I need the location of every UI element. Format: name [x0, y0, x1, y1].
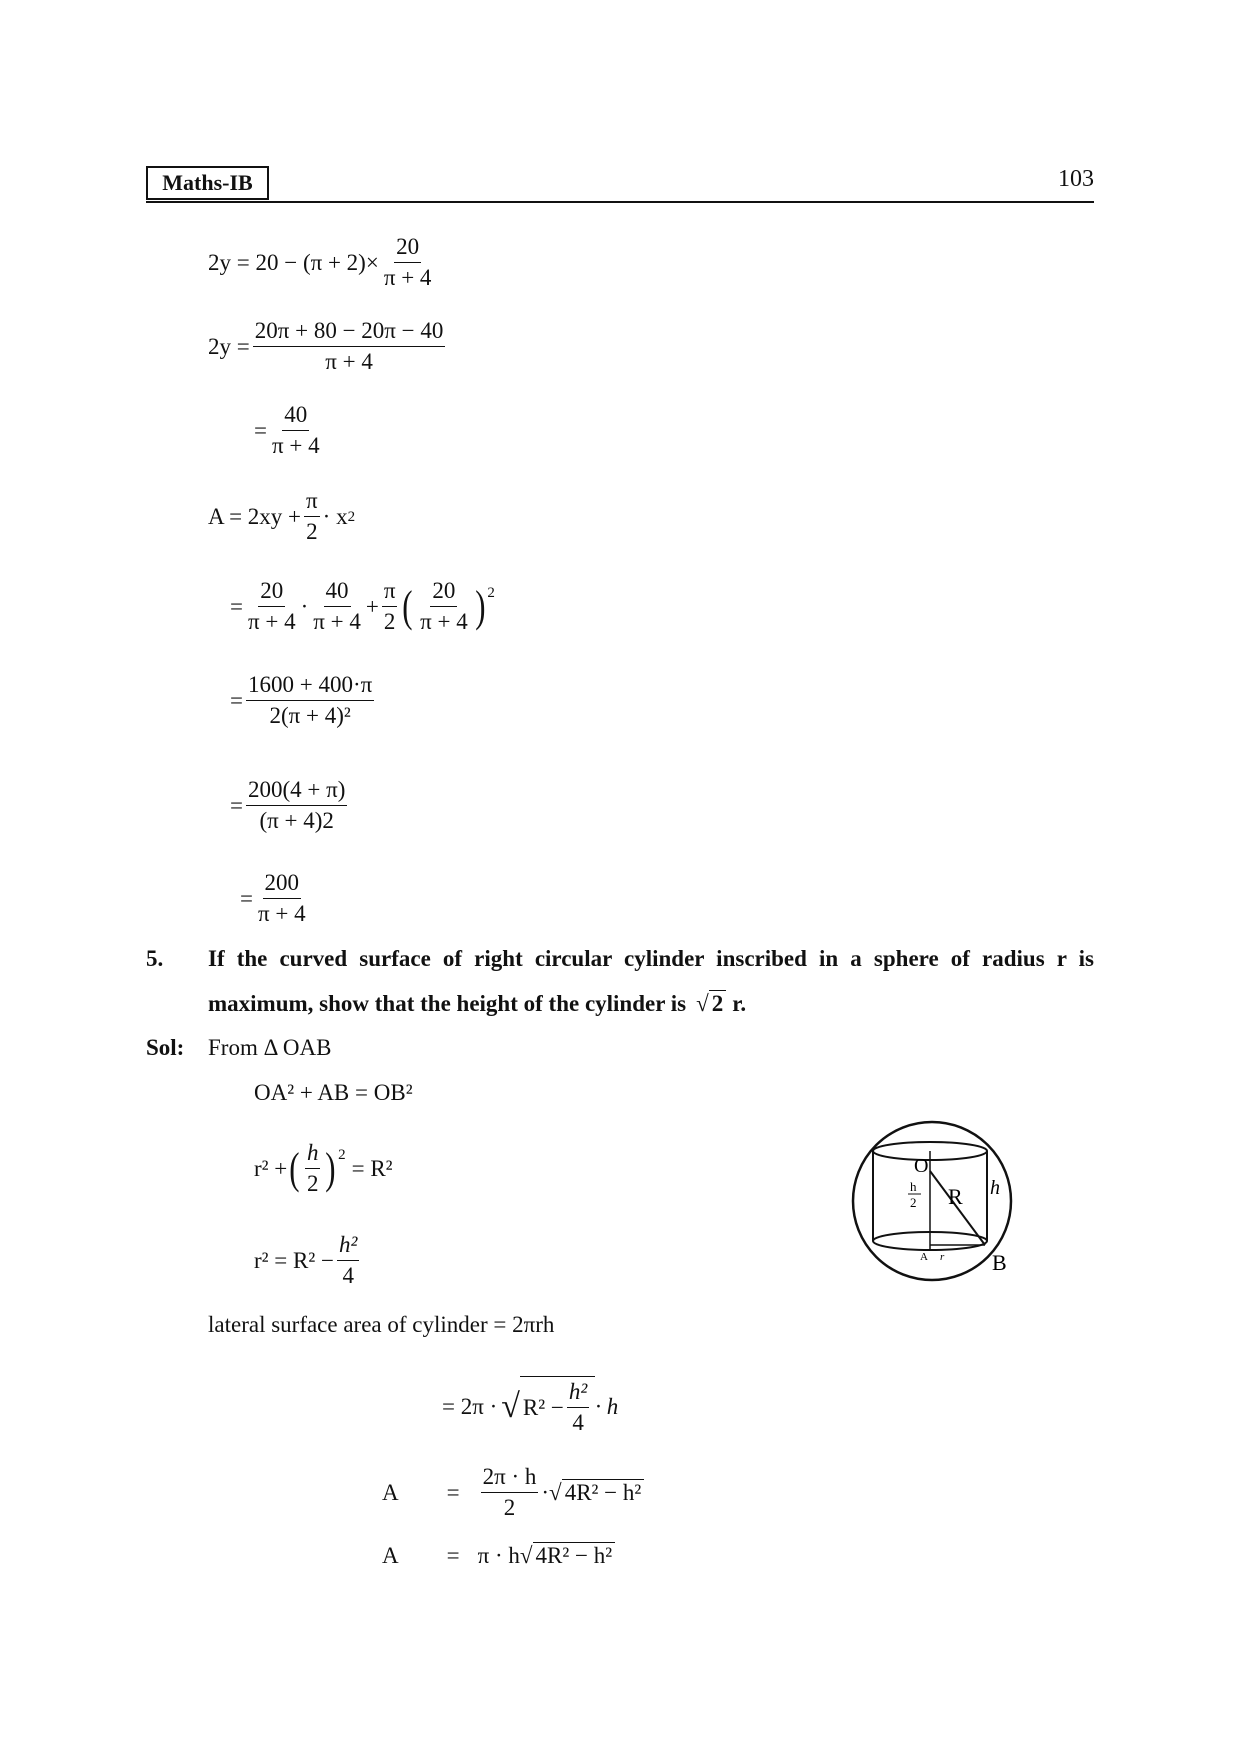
- header-rule: [146, 201, 1094, 203]
- equation-4: A = 2xy + $\frac{\pi}{2}$ · x 2: [208, 486, 355, 547]
- label-r-big: R: [948, 1184, 963, 1209]
- label-o: O: [914, 1155, 929, 1177]
- question-line-1: If the curved surface of right circular cylinder inscribed in a sphere of radius r is: [208, 946, 1094, 971]
- solution-step-5: A = $\frac{2\pi \cdot h}{2}$ ·√ 4R² − h²: [382, 1462, 644, 1523]
- equation-5: = $\frac{20}{\pi + 4}$ · $\frac{40}{\pi + 4}$ + $\frac{\pi}{2}$ ( $\frac{20}{\pi + 4}$ ) 2: [230, 578, 495, 634]
- solution-step-4: = 2π · √ R² − $\frac{\text{h²}}{4}$ · h: [442, 1376, 618, 1438]
- equation-1: [208, 232, 436, 293]
- eq1-lhs: 2y = 20 − (π + 2)×: [208, 249, 379, 275]
- solution-label: Sol:: [146, 1035, 185, 1060]
- equation-7: = $\frac{200(4 + \pi)}{(\pi + 4)2}$: [230, 777, 346, 833]
- eq4-fraction: $\frac{\pi}{2}$: [306, 488, 318, 544]
- solution-step-3: r² = R² − $\frac{\text{h²}}{4}$: [254, 1232, 358, 1288]
- cylinder-in-sphere-diagram: [840, 1115, 1040, 1295]
- solution-step-1: OA² + AB = OB²: [254, 1080, 413, 1105]
- label-h2-num: h: [910, 1179, 917, 1194]
- equation-3: = $\frac{40}{\pi + 4}$: [254, 400, 325, 461]
- label-h: h: [990, 1177, 1000, 1199]
- label-a: A: [920, 1251, 928, 1263]
- solution-from: From Δ OAB: [208, 1035, 332, 1060]
- eq2-fraction: $\frac{20\pi + 80 - 20\pi - 40}{\pi + 4}$: [254, 318, 444, 374]
- label-r-small: r: [940, 1251, 945, 1263]
- lateral-surface-line: lateral surface area of cylinder = 2πrh: [208, 1312, 555, 1337]
- question-number: 5.: [146, 946, 164, 971]
- eq3-fraction: $\frac{40}{\pi + 4}$: [271, 402, 320, 458]
- label-h2-den: 2: [910, 1195, 917, 1210]
- eq1-fraction: $\frac{20}{\pi + 4}$: [383, 234, 432, 290]
- page-number: 103: [1058, 166, 1094, 192]
- subject-label: Maths-IB: [146, 166, 269, 200]
- equation-6: = $\frac{1600 + 400\cdot\pi}{\text{2(π + 4)²}}$: [230, 672, 373, 728]
- equation-2: [208, 316, 448, 377]
- solution-step-2: r² + ( $\frac{h}{2}$ ) 2 = R²: [254, 1140, 393, 1196]
- solution-step-6: A = π · h √ 4R² − h²: [382, 1542, 615, 1569]
- question-line-2: maximum, show that the height of the cylinder is √ 2 r.: [208, 990, 747, 1016]
- equation-8: = $\frac{200}{\pi + 4}$: [240, 870, 306, 926]
- label-b: B: [992, 1250, 1007, 1275]
- eq2-lhs: 2y =: [208, 333, 250, 359]
